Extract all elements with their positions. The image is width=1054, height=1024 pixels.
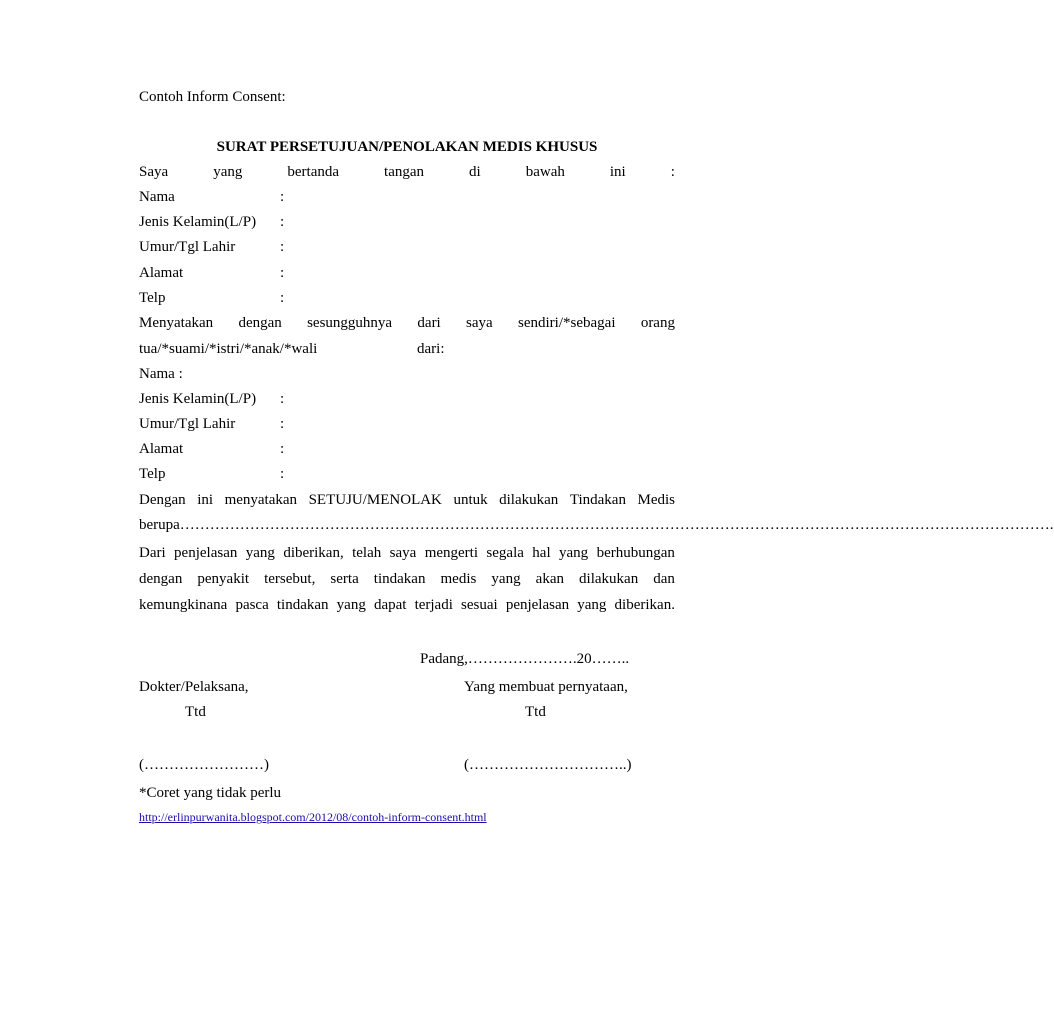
word: penyakit [197,571,250,587]
word: tindakan [276,597,329,613]
word: yang [336,597,366,613]
word: dilakukan [499,492,559,508]
declaration-line-2 [139,340,675,358]
word: orang [640,315,675,331]
field-row-phone-2 [139,465,675,483]
field-row-gender [139,213,675,231]
word: sesungguhnya [307,315,393,331]
word: ini [609,164,626,180]
word: Tindakan [569,492,626,508]
statement-line [139,163,675,181]
word: dari [417,315,441,331]
name-2-line: Nama : [139,366,183,382]
field-row-age-2 [139,415,675,433]
word: yang [491,571,521,587]
field-colon: : [280,265,285,281]
word: dilakukan [579,571,639,587]
field-row-address [139,264,675,282]
word: menyatakan [224,492,298,508]
word: bawah [525,164,565,180]
signature-left: (……………………) [139,757,269,773]
word: terjadi [414,597,453,613]
word: tersebut, [264,571,316,587]
word: segala [486,545,524,561]
word: serta [330,571,359,587]
signer-right-label: Yang membuat pernyataan, [464,679,628,695]
word: bertanda [287,164,340,180]
declaration-line [139,314,675,332]
word: kemungkinana [139,597,228,613]
field-label: Alamat [139,265,184,281]
word: dapat [373,597,407,613]
signature-right: (…………………………..) [464,757,632,773]
field-label: Telp [139,290,166,306]
document-title: SURAT PERSETUJUAN/PENOLAKAN MEDIS KHUSUS [216,139,598,155]
field-colon: : [280,441,285,457]
source-link[interactable]: http://erlinpurwanita.blogspot.com/2012/08/contoh-inform-consent.html [139,810,487,824]
word: Dengan [139,492,186,508]
explain-line-2 [139,570,675,588]
field-row-address-2 [139,440,675,458]
field-label: Jenis Kelamin(L/P) [139,391,257,407]
field-row-name [139,188,675,206]
intro-text: Contoh Inform Consent: [139,89,286,105]
field-label: Alamat [139,441,184,457]
word: yang [245,545,275,561]
explain-line-1 [139,544,675,562]
signer-left-label: Dokter/Pelaksana, [139,679,249,695]
relation-text: tua/*suami/*istri/*anak/*wali [139,341,318,357]
field-label: Umur/Tgl Lahir [139,239,236,255]
word: Dari [139,545,166,561]
field-colon: : [280,239,285,255]
field-colon: : [280,466,285,482]
ttd-right: Ttd [525,704,546,720]
word: di [469,164,481,180]
field-colon: : [280,391,285,407]
word: akan [535,571,564,587]
field-row-phone [139,289,675,307]
from-text: dari: [417,341,445,357]
word: telah [352,545,382,561]
word: tindakan [373,571,426,587]
field-colon: : [280,189,285,205]
explain-line-3 [139,596,675,614]
place-date: Padang,………………….20…….. [420,651,630,667]
word: Medis [637,492,675,508]
field-label: Nama [139,189,175,205]
word: dengan [139,571,183,587]
word: hal [532,545,551,561]
word: diberikan, [283,545,344,561]
agree-line [139,491,675,509]
word: berhubungan [596,545,675,561]
field-row-gender-2 [139,390,675,408]
field-colon: : [280,214,285,230]
word: sesuai [461,597,498,613]
footnote: *Coret yang tidak perlu [139,785,282,801]
word: saya [389,545,417,561]
word: pasca [235,597,269,613]
word: SETUJU/MENOLAK [308,492,442,508]
word: ini [197,492,214,508]
word: yang [559,545,589,561]
field-label: Jenis Kelamin(L/P) [139,214,257,230]
field-row-age [139,238,675,256]
word: sendiri/*sebagai [518,315,616,331]
word: yang [213,164,243,180]
word: yang [577,597,607,613]
word: untuk [453,492,488,508]
word: mengerti [424,545,479,561]
ttd-left: Ttd [185,704,206,720]
field-label: Telp [139,466,166,482]
word: dengan [238,315,282,331]
field-colon: : [280,290,285,306]
word: saya [466,315,493,331]
word: : [670,164,675,180]
agree-line-2: berupa…………………………………………………………………………………………………………………………………………………………. [139,517,1054,533]
word: dan [653,571,675,587]
word: diberikan. [614,597,675,613]
field-label: Umur/Tgl Lahir [139,416,236,432]
word: tangan [384,164,425,180]
word: medis [440,571,477,587]
word: penjelasan [505,597,570,613]
word: Menyatakan [139,315,214,331]
word: Saya [139,164,169,180]
word: penjelasan [174,545,238,561]
field-colon: : [280,416,285,432]
